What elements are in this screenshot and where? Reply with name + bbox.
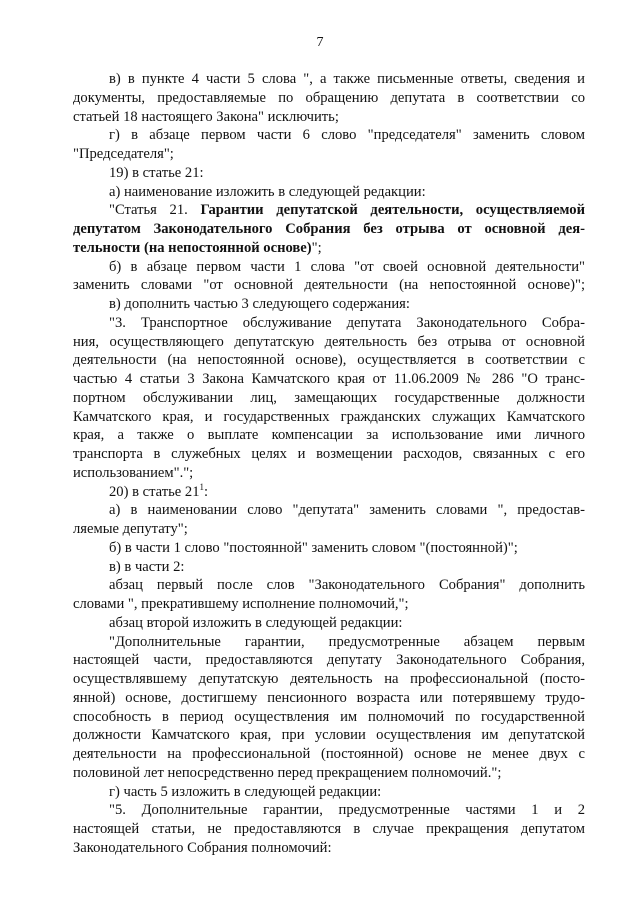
- text-line: осуществлявшему депутатскую деятельность на профессиональной (посто-: [73, 671, 585, 687]
- text-line: а) наименование изложить в следующей редакции:: [109, 183, 426, 200]
- text-line: заменить словами "от основной деятельности (на непостоянной основе)";: [73, 277, 585, 294]
- text-line: [73, 239, 585, 258]
- text-line: использованием".";: [73, 464, 194, 481]
- text-line: деятельности на профессиональной (постоянной) основе не менее двух с: [73, 746, 585, 762]
- bold-text-span: тельности (на непостоянной основе): [73, 239, 312, 256]
- text-line: [73, 201, 585, 220]
- text-line: портном обслуживании лиц, замещающих государственные должности: [73, 389, 585, 406]
- text-line: Законодательного Собрания полномочий:: [73, 839, 332, 856]
- text-line: Камчатского края, и государственных гражданских служащих Камчатского: [73, 408, 585, 425]
- text-line: "5. Дополнительные гарантии, предусмотренные частями 1 и 2: [109, 802, 585, 819]
- text-line: половиной лет непосредственно перед прекращением полномочий.";: [73, 764, 502, 781]
- text-line: словами ", прекратившему исполнение полномочий,";: [73, 596, 409, 612]
- page-number: 7: [316, 35, 324, 50]
- text-line: [73, 483, 585, 502]
- text-line: г) часть 5 изложить в следующей редакции:: [109, 783, 382, 800]
- text-line: г) в абзаце первом части 6 слово "председателя" заменить словом: [109, 127, 585, 144]
- text-line: в) в части 2:: [109, 558, 185, 575]
- superscript: 1: [199, 481, 205, 492]
- text-span: 20) в статье 21: [109, 483, 200, 500]
- text-span: "Статья 21.: [109, 202, 201, 219]
- text-line: янной) основе, достигшему пенсионного возраста или потерявшему трудо-: [73, 689, 585, 706]
- text-line: документы, предоставляемые по обращению депутата в соответствии со: [73, 89, 585, 106]
- text-line: "3. Транспортное обслуживание депутата Законодательного Собра-: [109, 314, 585, 331]
- text-line: "Дополнительные гарантии, предусмотренные абзацем первым: [109, 633, 585, 650]
- text-line: в) в пункте 4 части 5 слова ", а также письменные ответы, сведения и: [109, 71, 585, 87]
- text-line: абзац второй изложить в следующей редакции:: [109, 614, 403, 631]
- bold-text-span: Гарантии депутатской деятельности, осуществляемой: [200, 202, 585, 219]
- text-line: транспорта в служебных целях и возмещении расходов, связанных с его: [73, 446, 585, 462]
- text-line: "Председателя";: [73, 146, 174, 162]
- text-line: настоящей части, предоставляются депутату Законодательного Собрания,: [73, 652, 585, 669]
- text-line: б) в абзаце первом части 1 слова "от своей основной деятельности": [109, 258, 585, 275]
- text-line: а) в наименовании слово "депутата" заменить словами ", предостав-: [109, 502, 585, 519]
- text-line: способность в период осуществления им полномочий по государственной: [73, 708, 585, 725]
- document-body: [73, 70, 585, 858]
- text-line: абзац первый после слов "Законодательного Собрания" дополнить: [109, 577, 585, 594]
- text-line: ляемые депутату";: [73, 521, 188, 537]
- text-line: 19) в статье 21:: [109, 164, 204, 181]
- text-line: депутатом Законодательного Собрания без отрыва от основной дея-: [73, 221, 585, 237]
- text-line: ния, осуществляющего депутатскую деятельность без отрыва от основной: [73, 333, 585, 350]
- text-line: должности Камчатского края, при условии осуществления им депутатской: [73, 727, 585, 744]
- text-line: в) дополнить частью 3 следующего содержания:: [109, 296, 410, 312]
- text-line: края, а также о выплате компенсации за использование ими личного: [73, 427, 585, 444]
- text-line: настоящей статьи, не предоставляются в случае прекращения депутатом: [73, 821, 585, 837]
- text-line: статьей 18 настоящего Закона" исключить;: [73, 108, 339, 125]
- text-span: ";: [311, 239, 322, 256]
- text-span: :: [204, 483, 209, 500]
- text-line: б) в части 1 слово "постоянной" заменить словом "(постоянной)";: [109, 539, 518, 556]
- text-line: частью 4 статьи 3 Закона Камчатского края от 11.06.2009 № 286 "О транс-: [73, 371, 585, 387]
- text-line: деятельности (на непостоянной основе), осуществляется в соответствии с: [73, 352, 585, 369]
